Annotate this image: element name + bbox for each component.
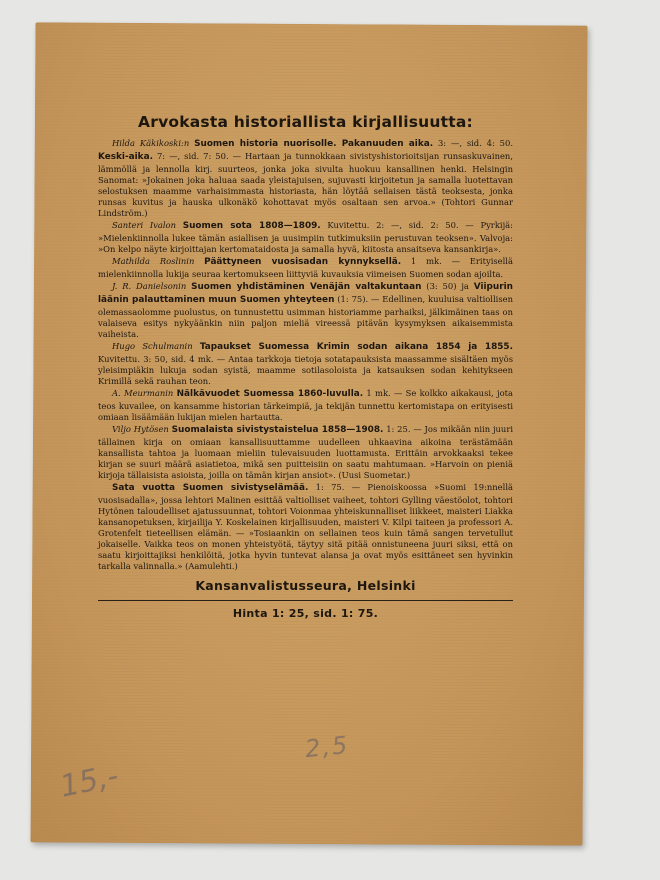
book-description: (3: 50) ja — [421, 281, 474, 292]
book-title: Suomalaista sivistystaistelua 1858—1908. — [171, 424, 384, 435]
book-author: Viljo Hytösen — [112, 423, 172, 434]
book-description: 1 mk. — Erityisellä mielenkiinnolla lukija seuraa kertomukseen liittyviä kuvauksia viimeisen Suomen sodan ajoilta. — [98, 256, 513, 280]
page-heading: Arvokasta historiallista kirjallisuutta: — [138, 113, 473, 131]
book-description: 1: 75. — Pienoiskoossa »Suomi 19:nnellä vuosisadalla», jossa lehtori Malinen esittää valtiolliset vaiheet, tohtori Gylling väestöolot, tohtori Hytönen taloudelliset ajatussuunnat, tohtori Voionmaa yhteiskunnalliset liikkeet, maisteri Liakka kansanopetuksen, kirjailija Y. Koskelainen kirjallisuuden, maisteri V. Kilpi taiteen ja professori A. Grotenfelt tieteellisen elämän. — »Tosiaankin on sellainen teos kuin tämä sangen tervetullut jokaiselle. Vaikka teos on monen yhteistyötä, täytyy sitä pitää onnistuneena juuri siksi, että on saatu kirjoittajiksi henkilöitä, jotka hyvin tuntevat alansa ja ovat myös esittäneet sen hyvinkin tarkalla valinnalla.» (Aamulehti.) — [98, 482, 513, 572]
book-author: Mathilda Roslinin — [112, 256, 205, 267]
book-description-secondary: (1: 75). — Edellinen, kuuluisa valtiollisen olemassaolomme puolustus, on tunnustettu usimman historiamme parhaiksi, jälkimäinen taas on valaiseva esitys nykyäänkin niin paljon mieliä vireessä pitävän kysymyksen aikaisemmista vaiheista. — [98, 293, 513, 339]
book-entry — [98, 256, 513, 280]
book-entry — [98, 281, 513, 340]
book-title: Suomen sota 1808—1809. — [182, 221, 321, 232]
pencil-mark-corner: 15,- — [57, 758, 122, 805]
book-description: 1: 25. — Jos mikään niin juuri tällainen kirja on omiaan kansallisuuttamme uudelleen uhkaavina aikoina terästämään kansallista tahtoa ja luomaan mieliin tulevaisuuden luottamusta. Erittäin arvokkaaksi tekee kirjan se suuri määrä asiatietoa, mikä sen puitteisiin on saatu mahtumaan. »Harvoin on pieniä kirjoja tällaisista asioista, joilla on tämän kirjan ansiot». (Uusi Suometar.) — [98, 423, 514, 480]
book-title-secondary: Keski-aika. — [98, 152, 153, 163]
divider-rule — [98, 600, 513, 601]
book-title: Tapaukset Suomessa Krimin sodan aikana 1854 ja 1855. — [199, 341, 513, 352]
book-description: Kuvitettu. 3: 50, sid. 4 mk. — Antaa tarkkoja tietoja sotatapauksista maassamme sisältäen myös yleisimpiäkin lukuja sodan syistä, maamme sotilasoloista ja katsauksen sodan kehitykseen Krimillä sekä rauhan teon. — [98, 353, 513, 386]
book-author: Hugo Schulmanin — [112, 340, 200, 351]
book-author: A. Meurmanin — [112, 388, 177, 399]
pencil-mark-price: 2,5 — [303, 730, 351, 764]
publisher-name: Kansanvalistusseura, Helsinki — [195, 578, 416, 594]
book-list — [98, 138, 513, 572]
book-description: Kuvitettu. 2: —, sid. 2: 50. — Pyrkijä: »Mielenkiinnolla lukee tämän asiallisen ja uusimpiin tutkimuksiin perustuvan teoksen». Valvoja: »On kelpo näyte kirjoittajan kertomataidosta ja samalla hyvä, kiitosta ansaitseva kansankirja». — [98, 220, 513, 255]
book-description-secondary: 7: —, sid. 7: 50. — Hartaan ja tunnokkaan sivistyshistorioitsijan runsaskuvainen, lämmöllä ja lennolla kirj. suurteos, jonka joka sivulta huokuu kansallinen henki. Helsingin Sanomat: »Jokainen joka haluaa saada yleistajuisen, sujuvasti kirjoitetun ja samalla luotettavan selostuksen maamme varhaisimmasta historiasta, hän löytää sellaisen tästä teoksesta, jonka runsas kuvitus ja hauska ulkonäkö kohottavat myös osaltaan sen arvoa.» (Tohtori Gunnar Lindström.) — [98, 151, 513, 219]
book-entry — [98, 424, 513, 481]
book-title: Päättyneen vuosisadan kynnyksellä. — [204, 257, 402, 268]
book-description: 3: —, sid. 4: 50. — [433, 138, 513, 149]
price-line: Hinta 1: 25, sid. 1: 75. — [232, 606, 379, 620]
book-entry — [98, 138, 513, 219]
book-description: 1 mk. — Se kolkko aikakausi, jota teos kuvailee, on kansamme historian tärkeimpiä, ja tekijän tunnettu kertomistapa on erityisesti omiaan lisäämään lukijan mielen hartautta. — [98, 388, 513, 422]
book-author: Hilda Käkikoski:n — [112, 138, 195, 149]
advertisement-page — [98, 112, 513, 622]
book-title: Sata vuotta Suomen sivistyselämää. — [112, 483, 309, 494]
book-title: Suomen yhdistäminen Venäjän valtakuntaan — [191, 282, 422, 293]
book-entry — [98, 388, 513, 423]
book-title: Suomen historia nuorisolle. Pakanuuden aika. — [194, 139, 434, 150]
book-entry — [98, 482, 513, 572]
book-title-secondary: Viipurin läänin palauttaminen muun Suomen yhteyteen — [98, 282, 513, 305]
book-entry — [98, 341, 513, 387]
book-author: J. R. Danielsonin — [112, 281, 192, 292]
book-entry — [98, 220, 513, 255]
book-author: Santeri Ivalon — [112, 220, 183, 231]
book-title: Nälkävuodet Suomessa 1860-luvulla. — [176, 389, 364, 400]
